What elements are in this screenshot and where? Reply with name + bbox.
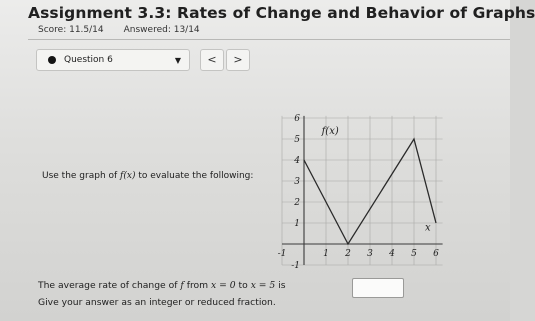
prompt-text-before: Use the graph of bbox=[42, 171, 121, 181]
y-tick-label: 1 bbox=[294, 219, 300, 229]
answer-instruction: Give your answer as an integer or reduced fraction. bbox=[38, 297, 276, 308]
function-graph bbox=[277, 98, 452, 271]
score-status bbox=[38, 25, 200, 35]
question-x-start: x = 0 bbox=[211, 280, 236, 291]
question-selector[interactable] bbox=[36, 49, 190, 71]
question-text bbox=[38, 280, 286, 291]
y-tick-label: -1 bbox=[291, 261, 300, 271]
previous-question-button[interactable]: < bbox=[200, 49, 224, 71]
y-tick-label: 4 bbox=[294, 156, 300, 166]
chevron-down-icon: ▼ bbox=[174, 55, 181, 65]
header-divider bbox=[28, 39, 510, 40]
score-text: Score: 11.5/14 bbox=[38, 25, 104, 35]
question-function: f bbox=[180, 280, 184, 291]
prompt-function: f(x) bbox=[120, 171, 136, 181]
x-tick-label: -1 bbox=[277, 249, 287, 259]
assignment-title: Assignment 3.3: Rates of Change and Behavior of Graphs bbox=[28, 4, 535, 22]
next-question-button[interactable]: > bbox=[226, 49, 250, 71]
answered-text: Answered: 13/14 bbox=[123, 25, 200, 35]
x-tick-label: 3 bbox=[367, 249, 373, 259]
question-part-3: to bbox=[235, 280, 251, 291]
y-tick-label: 5 bbox=[294, 135, 300, 145]
question-status-dot bbox=[48, 56, 56, 64]
x-tick-label: 2 bbox=[345, 249, 351, 259]
x-tick-label: 5 bbox=[411, 249, 417, 259]
x-tick-label: 4 bbox=[389, 249, 395, 259]
y-tick-label: 3 bbox=[294, 177, 300, 187]
question-prompt bbox=[42, 171, 253, 181]
function-label: f(x) bbox=[321, 125, 339, 137]
x-axis-label: x bbox=[425, 222, 431, 234]
question-part-1: The average rate of change of bbox=[38, 280, 181, 291]
question-part-2: from bbox=[183, 280, 212, 291]
y-tick-label: 6 bbox=[294, 114, 300, 124]
x-tick-label: 1 bbox=[323, 249, 329, 259]
y-tick-label: 2 bbox=[294, 198, 300, 208]
prompt-text-after: to evaluate the following: bbox=[135, 171, 254, 181]
x-tick-label: 6 bbox=[433, 249, 439, 259]
question-label: Question 6 bbox=[64, 55, 113, 65]
answer-input[interactable] bbox=[352, 278, 404, 298]
question-part-4: is bbox=[275, 280, 286, 291]
question-x-end: x = 5 bbox=[250, 280, 276, 291]
